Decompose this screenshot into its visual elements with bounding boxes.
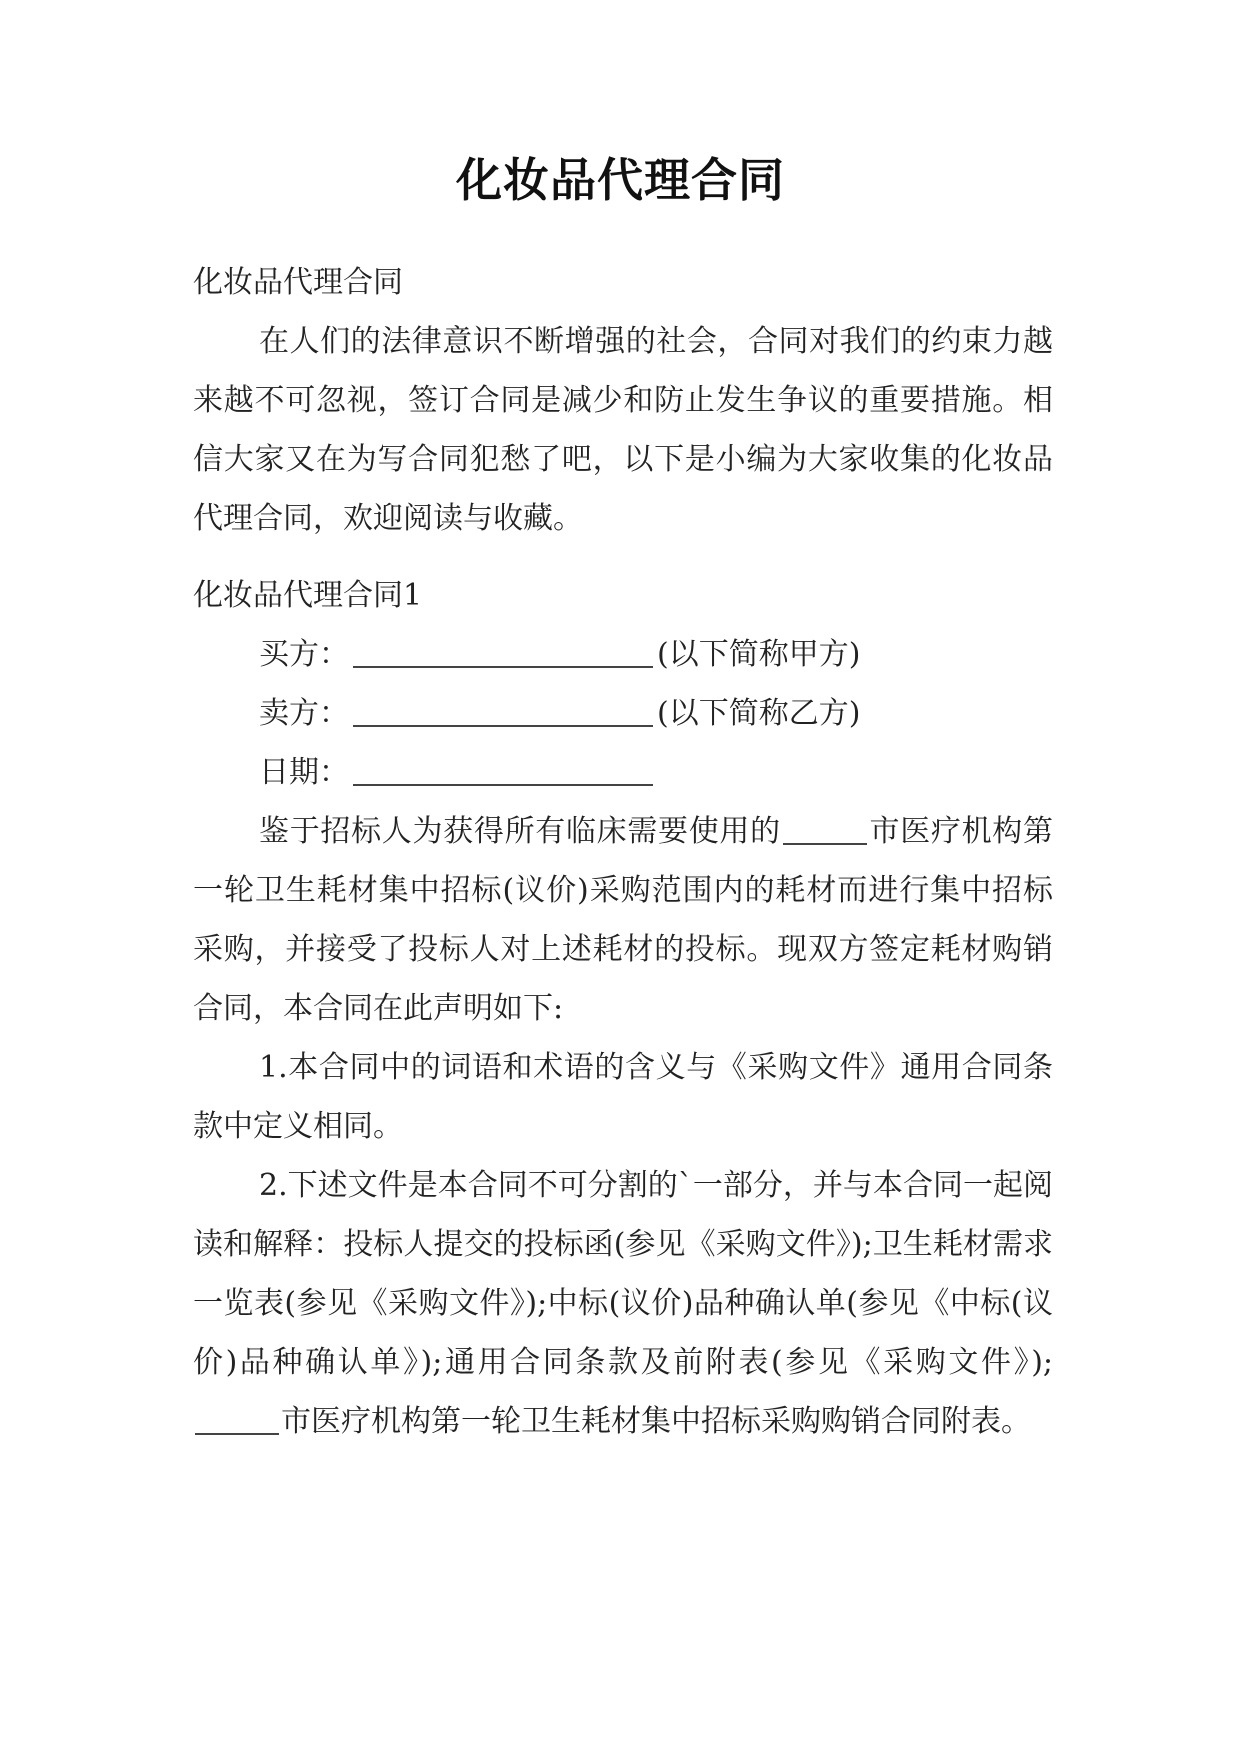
section-heading: 化妆品代理合同1: [193, 578, 423, 613]
buyer-blank: [353, 664, 653, 668]
intro-paragraph: 在人们的法律意识不断增强的社会，合同对我们的约束力越来越不可忽视，签订合同是减少和防止发生争议的重要措施。相信大家又在为写合同犯愁了吧，以下是小编为大家收集的化妆品代理合同，欢迎阅读与收藏。: [193, 324, 1053, 536]
buyer-label: 买方：: [259, 637, 349, 672]
intro-heading: 化妆品代理合同: [193, 265, 403, 300]
seller-blank: [353, 723, 653, 727]
seller-suffix: (以下简称乙方): [657, 696, 861, 731]
document-title: 化妆品代理合同: [456, 153, 785, 207]
intro-block: [193, 253, 1053, 548]
date-field: [259, 743, 657, 802]
seller-field: [259, 684, 860, 743]
city-blank-2: [195, 1431, 279, 1435]
clause-2: [193, 1156, 1053, 1451]
recital-text-2: 市医疗机构第一轮卫生耗材集中招标(议价)采购范围内的耗材而进行集中招标采购，并接受了投标人对上述耗材的投标。现双方签定耗材购销合同，本合同在此声明如下:: [193, 814, 1054, 1026]
clause-2-text-1: 2.下述文件是本合同不可分割的`一部分，并与本合同一起阅读和解释：投标人提交的投标函(参见《采购文件》);卫生耗材需求一览表(参见《采购文件》);中标(议价)品种确认单(参见《中标(议价)品种确认单》);通用合同条款及前附表(参见《采购文件》);: [193, 1168, 1053, 1380]
seller-label: 卖方：: [259, 696, 349, 731]
recital-text-1: 鉴于招标人为获得所有临床需要使用的: [259, 814, 781, 849]
section-heading-block: [193, 566, 1053, 625]
buyer-suffix: (以下简称甲方): [657, 637, 861, 672]
clause-1: 1.本合同中的词语和术语的含义与《采购文件》通用合同条款中定义相同。: [193, 1050, 1053, 1144]
buyer-field: [259, 625, 860, 684]
recital-paragraph: [193, 802, 1053, 1038]
clause-2-text-2: 市医疗机构第一轮卫生耗材集中招标采购购销合同附表。: [281, 1404, 1031, 1439]
contract-body: [193, 802, 1053, 1451]
date-label: 日期：: [259, 755, 349, 790]
date-blank: [353, 782, 653, 786]
city-blank: [783, 841, 867, 845]
